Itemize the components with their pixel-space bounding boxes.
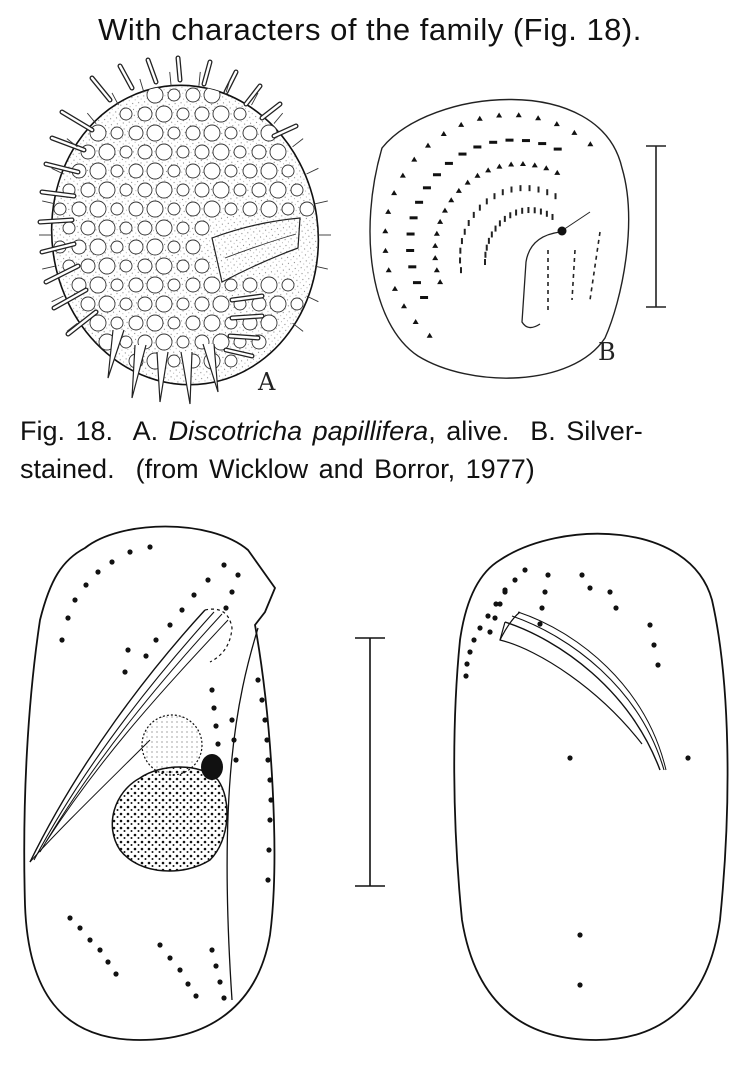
cilium-dot xyxy=(471,637,476,642)
cilium-dot xyxy=(229,717,234,722)
cilium-dot xyxy=(113,971,118,976)
caption-part-a-label: A. xyxy=(132,416,159,446)
cilium-dot xyxy=(167,955,172,960)
cell-outline-right xyxy=(454,534,727,1040)
cilium-dot xyxy=(229,589,234,594)
cilium-dot xyxy=(177,967,182,972)
cilium-dot xyxy=(477,625,482,630)
membranelles-right xyxy=(500,612,666,770)
cilium-dot xyxy=(607,589,612,594)
cilium-dot xyxy=(193,993,198,998)
cilium-dot xyxy=(95,569,100,574)
cilium-dot xyxy=(537,621,542,626)
cilium-dot xyxy=(213,963,218,968)
cilium-dot xyxy=(497,601,502,606)
cilium-dot xyxy=(231,737,236,742)
cilium-dot xyxy=(217,979,222,984)
cilium-dot xyxy=(464,661,469,666)
cilium-dot xyxy=(467,649,472,654)
cilium-dot xyxy=(215,741,220,746)
caption-fig-label: Fig. 18. xyxy=(20,416,114,446)
ciliary-rows-right xyxy=(463,567,690,987)
cilium-dot xyxy=(67,915,72,920)
cilium-dot xyxy=(542,589,547,594)
cilium-dot xyxy=(127,549,132,554)
cilium-dot xyxy=(265,757,270,762)
cilium-dot xyxy=(191,592,196,597)
cilium-dot xyxy=(266,847,271,852)
scale-bar-lower xyxy=(355,638,385,886)
intro-text: With characters of the family (Fig. 18). xyxy=(98,12,642,47)
cilium-dot xyxy=(259,697,264,702)
cilium-dot xyxy=(502,587,507,592)
cilium-dot xyxy=(647,622,652,627)
cilium-dot xyxy=(579,572,584,577)
cilium-dot xyxy=(97,947,102,952)
caption-part-b-label: B. xyxy=(530,416,556,446)
cilium-dot xyxy=(167,622,172,627)
cilium-dot xyxy=(567,755,572,760)
cilium-dot xyxy=(577,932,582,937)
cilium-dot xyxy=(522,567,527,572)
cilium-dot xyxy=(77,925,82,930)
caption-species: Discotricha papillifera xyxy=(168,416,429,446)
cilium-dot xyxy=(205,577,210,582)
caption-source: (from Wicklow and Borror, 1977) xyxy=(135,454,535,484)
cilium-dot xyxy=(65,615,70,620)
cilium-dot xyxy=(105,959,110,964)
panel-a-label: A xyxy=(258,368,276,396)
cilium-dot xyxy=(613,605,618,610)
cilium-dot xyxy=(463,673,468,678)
cilium-dot xyxy=(268,797,273,802)
cilium-dot xyxy=(265,877,270,882)
cilium-dot xyxy=(577,982,582,987)
cilium-dot xyxy=(143,653,148,658)
cilium-dot xyxy=(87,937,92,942)
cilium-dot xyxy=(539,605,544,610)
macronucleus xyxy=(112,767,227,871)
cilium-dot xyxy=(211,705,216,710)
cilium-dot xyxy=(109,559,114,564)
cilium-dot xyxy=(492,615,497,620)
cilium-dot xyxy=(485,613,490,618)
panel-b-label: B xyxy=(598,338,616,366)
cilium-dot xyxy=(235,572,240,577)
cilium-dot xyxy=(185,981,190,986)
cilium-dot xyxy=(267,777,272,782)
cilium-dot xyxy=(651,642,656,647)
cilium-dot xyxy=(213,723,218,728)
micronucleus-dark xyxy=(201,754,223,780)
cilium-dot xyxy=(655,662,660,667)
cilium-dot xyxy=(153,637,158,642)
cilium-dot xyxy=(59,637,64,642)
cilium-dot xyxy=(179,607,184,612)
cilium-dot xyxy=(125,647,130,652)
caption-part-a-state: , alive. xyxy=(428,416,510,446)
undulating-membrane-left xyxy=(227,628,258,1000)
cilium-dot xyxy=(685,755,690,760)
cilium-dot xyxy=(223,605,228,610)
cilium-dot xyxy=(157,942,162,947)
cilium-dot xyxy=(255,677,260,682)
cilium-dot xyxy=(147,544,152,549)
cilium-dot xyxy=(83,582,88,587)
cilium-dot xyxy=(122,669,127,674)
cilium-dot xyxy=(221,995,226,1000)
cilium-dot xyxy=(545,572,550,577)
cilium-dot xyxy=(209,687,214,692)
cilium-dot xyxy=(233,757,238,762)
caption-part-b-text: Silver-stained. xyxy=(20,416,643,484)
cilium-dot xyxy=(587,585,592,590)
cilium-dot xyxy=(262,717,267,722)
cilium-dot xyxy=(209,947,214,952)
cilium-dot xyxy=(264,737,269,742)
cilium-dot xyxy=(72,597,77,602)
micronucleus-clear xyxy=(142,715,202,775)
cilium-dot xyxy=(512,577,517,582)
cilium-dot xyxy=(487,629,492,634)
cilium-dot xyxy=(267,817,272,822)
cilium-dot xyxy=(221,562,226,567)
